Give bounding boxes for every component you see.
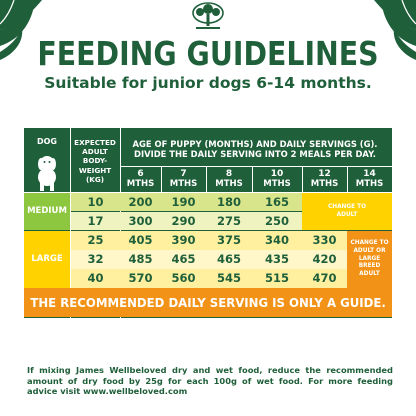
month-header-5 (347, 167, 392, 192)
feeding-note: If mixing James Wellbeloved dry and wet food, reduce the recommended amount of dry food by 25g for each 100g of wet food. For more feeding advice visit www.wellbeloved.com (27, 365, 393, 397)
row-label-medium: MEDIUM (24, 193, 70, 230)
month-unit: MTHS (355, 178, 384, 189)
serving-cell: 330 (302, 231, 347, 250)
month-header-4 (302, 167, 347, 192)
change-note-large: CHANGE TO ADULT OR LARGE BREED ADULT (347, 231, 392, 288)
serving-cell: 250 (252, 212, 302, 230)
page-title: FEEDING GUIDELINES (37, 34, 379, 73)
serving-cell: 340 (252, 231, 302, 250)
serving-cell: 190 (161, 193, 206, 211)
serving-cell: 275 (206, 212, 252, 230)
change-note-medium: CHANGE TO ADULT (302, 193, 392, 230)
month-number: 14 (363, 169, 376, 180)
tree-logo-icon (190, 2, 226, 32)
serving-cell: 200 (120, 193, 161, 211)
weight-cell: 25 (71, 231, 120, 250)
weight-cell: 17 (71, 212, 120, 230)
serving-cell: 465 (161, 250, 206, 269)
col-header-weight: EXPECTED ADULT BODY-WEIGHT (KG) (74, 137, 116, 185)
serving-cell: 485 (120, 250, 161, 269)
serving-cell: 515 (252, 269, 302, 288)
month-unit: MTHS (310, 178, 339, 189)
month-header-0 (120, 167, 161, 192)
month-header-2 (206, 167, 252, 192)
col-header-dog: DOG (36, 136, 57, 146)
month-number: 10 (270, 169, 284, 180)
month-unit: MTHS (126, 178, 155, 189)
row-label-large: LARGE (24, 231, 70, 288)
serving-cell: 470 (302, 269, 347, 288)
month-unit: MTHS (263, 178, 291, 189)
serving-cell: 375 (206, 231, 252, 250)
month-unit: MTHS (169, 178, 198, 189)
serving-cell: 180 (206, 193, 252, 211)
month-number: 7 (180, 169, 187, 180)
month-number: 8 (225, 169, 233, 180)
serving-cell: 560 (161, 269, 206, 288)
weight-cell: 40 (71, 269, 120, 288)
guide-banner (24, 288, 392, 317)
serving-cell: 405 (120, 231, 161, 250)
serving-cell: 165 (252, 193, 302, 211)
month-number: 6 (137, 169, 144, 180)
dog-silhouette-icon (30, 154, 64, 192)
weight-cell: 10 (71, 193, 120, 211)
serving-cell: 420 (302, 250, 347, 269)
col-header-age: AGE OF PUPPY (MONTHS) AND DAILY SERVINGS (G). DIVIDE THE DAILY SERVING INTO 2 MEALS PER DAY. (132, 138, 378, 159)
serving-cell: 435 (252, 250, 302, 269)
serving-cell: 390 (161, 231, 206, 250)
guide-banner-text: THE RECOMMENDED DAILY SERVING IS ONLY A GUIDE. (30, 295, 386, 310)
serving-cell: 570 (120, 269, 161, 288)
serving-cell: 290 (161, 212, 206, 230)
weight-cell: 32 (71, 250, 120, 269)
serving-cell: 300 (120, 212, 161, 230)
month-header-3 (252, 167, 302, 192)
month-number: 12 (318, 169, 331, 180)
month-header-1 (161, 167, 206, 192)
month-unit: MTHS (215, 178, 243, 189)
page-subtitle: Suitable for junior dogs 6-14 months. (44, 74, 372, 92)
serving-cell: 465 (206, 250, 252, 269)
serving-cell: 545 (206, 269, 252, 288)
